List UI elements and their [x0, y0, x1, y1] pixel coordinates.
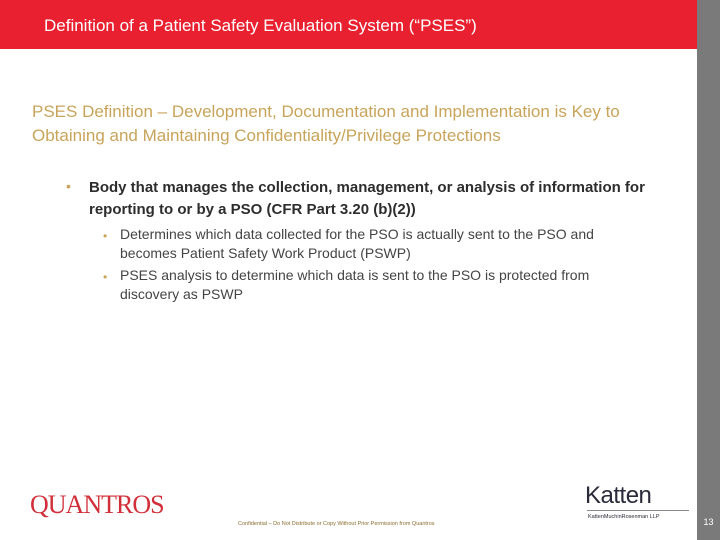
- katten-logo-divider: [587, 510, 689, 511]
- bullet-level2: •: [103, 229, 108, 243]
- bullet-level2-text: PSES analysis to determine which data is sent to the PSO is protected from discovery as PSWP: [120, 267, 590, 302]
- bullet-level2-text: Determines which data collected for the PSO is actually sent to the PSO and becomes Patient Safety Work Product (PSWP): [120, 226, 594, 261]
- slide-title: Definition of a Patient Safety Evaluation System (“PSES”): [44, 16, 477, 35]
- side-strip: [697, 0, 720, 540]
- confidential-notice: Confidential – Do Not Distribute or Copy Without Prior Permission from Quantros: [238, 521, 435, 527]
- bullet-level1-text: Body that manages the collection, management, or analysis of information for reporting to or by a PSO (CFR Part 3.20 (b)(2)): [89, 179, 645, 218]
- bullet-level1: •: [66, 178, 71, 194]
- section-heading: PSES Definition – Development, Documentation and Implementation is Key to Obtaining and Maintaining Confidentiality/Privilege Protections: [32, 102, 620, 145]
- quantros-logo: [30, 489, 164, 519]
- katten-logo-subtitle: KattenMuchinRosenman LLP: [588, 514, 660, 520]
- bullet-level2: •: [103, 270, 108, 284]
- katten-logo: Katten: [585, 482, 652, 509]
- svg-text:QUANTROS: QUANTROS: [30, 490, 164, 519]
- page-number: 13: [703, 517, 714, 527]
